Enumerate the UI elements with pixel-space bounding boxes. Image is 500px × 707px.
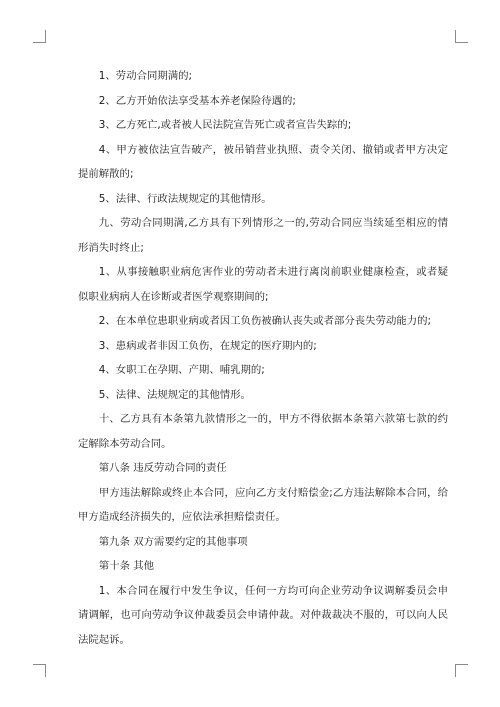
crop-mark-top-left — [33, 30, 46, 43]
crop-mark-bottom-left — [33, 664, 46, 677]
crop-mark-top-right — [455, 30, 468, 43]
clause-nine-item-1: 1、从事接触职业病危害作业的劳动者未进行离岗前职业健康检查，或者疑似职业病病人在诊断或者医学观察期间的; — [78, 266, 448, 303]
paragraph-item-4: 4、甲方被依法宣告破产，被吊销营业执照、责令关闭、撤销或者甲方决定提前解散的; — [78, 143, 448, 180]
clause-nine-item-4: 4、女职工在孕期、产期、哺乳期的; — [98, 364, 265, 376]
paragraph-item-3: 3、乙方死亡,或者被人民法院宣告死亡或者宣告失踪的; — [98, 119, 352, 131]
paragraph-item-1: 1、劳动合同期满的; — [98, 70, 193, 82]
article-nine-heading: 第九条 双方需要约定的其他事项 — [98, 535, 248, 548]
article-eight-body: 甲方违法解除或终止本合同，应向乙方支付赔偿金;乙方违法解除本合同，给甲方造成经济损失的，应依法承担赔偿责任。 — [78, 486, 448, 523]
article-ten-heading: 第十条 其他 — [98, 560, 155, 572]
article-eight-heading: 第八条 违反劳动合同的责任 — [98, 462, 227, 474]
clause-nine: 九、劳动合同期满,乙方具有下列情形之一的,劳动合同应当续延至相应的情形消失时终止; — [78, 217, 448, 254]
paragraph-item-2: 2、乙方开始依法享受基本养老保险待遇的; — [98, 94, 296, 107]
clause-nine-item-2: 2、在本单位患职业病或者因工负伤被确认丧失或者部分丧失劳动能力的; — [98, 315, 432, 327]
clause-nine-item-5: 5、法律、法规规定的其他情形。 — [98, 388, 251, 401]
crop-mark-bottom-right — [455, 664, 468, 677]
article-ten-item-1: 1、本合同在履行中发生争议，任何一方均可向企业劳动争议调解委员会申请调解，也可向劳动争议仲裁委员会申请仲裁。对仲裁裁决不服的，可以向人民法院起诉。 — [78, 584, 448, 646]
paragraph-item-5: 5、法律、行政法规规定的其他情形。 — [98, 192, 272, 205]
clause-ten: 十、乙方具有本条第九款情形之一的，甲方不得依据本条第六款第七款的约定解除本劳动合同。 — [78, 413, 448, 450]
document-body — [78, 64, 448, 652]
clause-nine-item-3: 3、患病或者非因工负伤，在规定的医疗期内的; — [98, 339, 317, 352]
